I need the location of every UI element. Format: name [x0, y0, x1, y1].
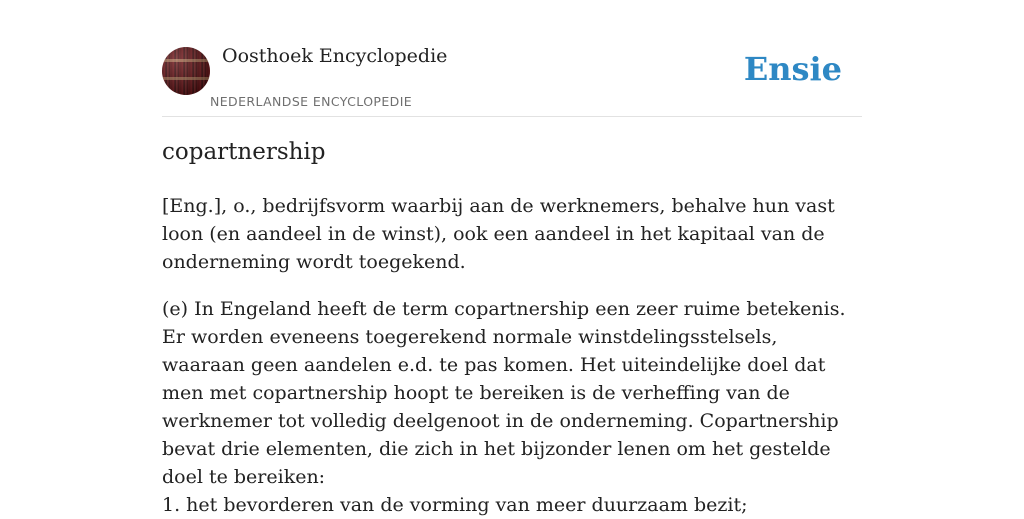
site-header [162, 0, 862, 117]
entry-paragraph: [Eng.], o., bedrijfsvorm waarbij aan de werknemers, behalve hun vast loon (en aandeel in de winst), ook een aandeel in het kapitaal van de onderneming wordt toegekend. [162, 195, 835, 273]
list-item: 1. het bevorderen van de vorming van meer duurzaam bezit; [162, 494, 748, 516]
ensie-logo-link[interactable]: Ensie [743, 50, 842, 88]
entry-paragraph: (e) In Engeland heeft de term copartnership een zeer ruime betekenis. Er worden eveneens toegerekend normale winstdelingsstelsels, waaraan geen aandelen e.d. te pas komen. Het uiteindelijke doel dat men met copartnership hoopt te bereiken is de verheffing van de werknemer tot volledig deelgenoot in de onderneming. Copartnership bevat drie elementen, die zich in het bijzonder lenen om het gestelde doel te bereiken: [162, 298, 846, 488]
site-subtitle: NEDERLANDSE ENCYCLOPEDIE [210, 94, 413, 109]
site-title-link[interactable]: Oosthoek Encyclopedie [222, 45, 448, 67]
entry-title: copartnership [162, 139, 326, 165]
page [162, 0, 862, 516]
avatar-shade [162, 47, 210, 95]
encyclopedia-books-icon[interactable] [162, 47, 210, 95]
